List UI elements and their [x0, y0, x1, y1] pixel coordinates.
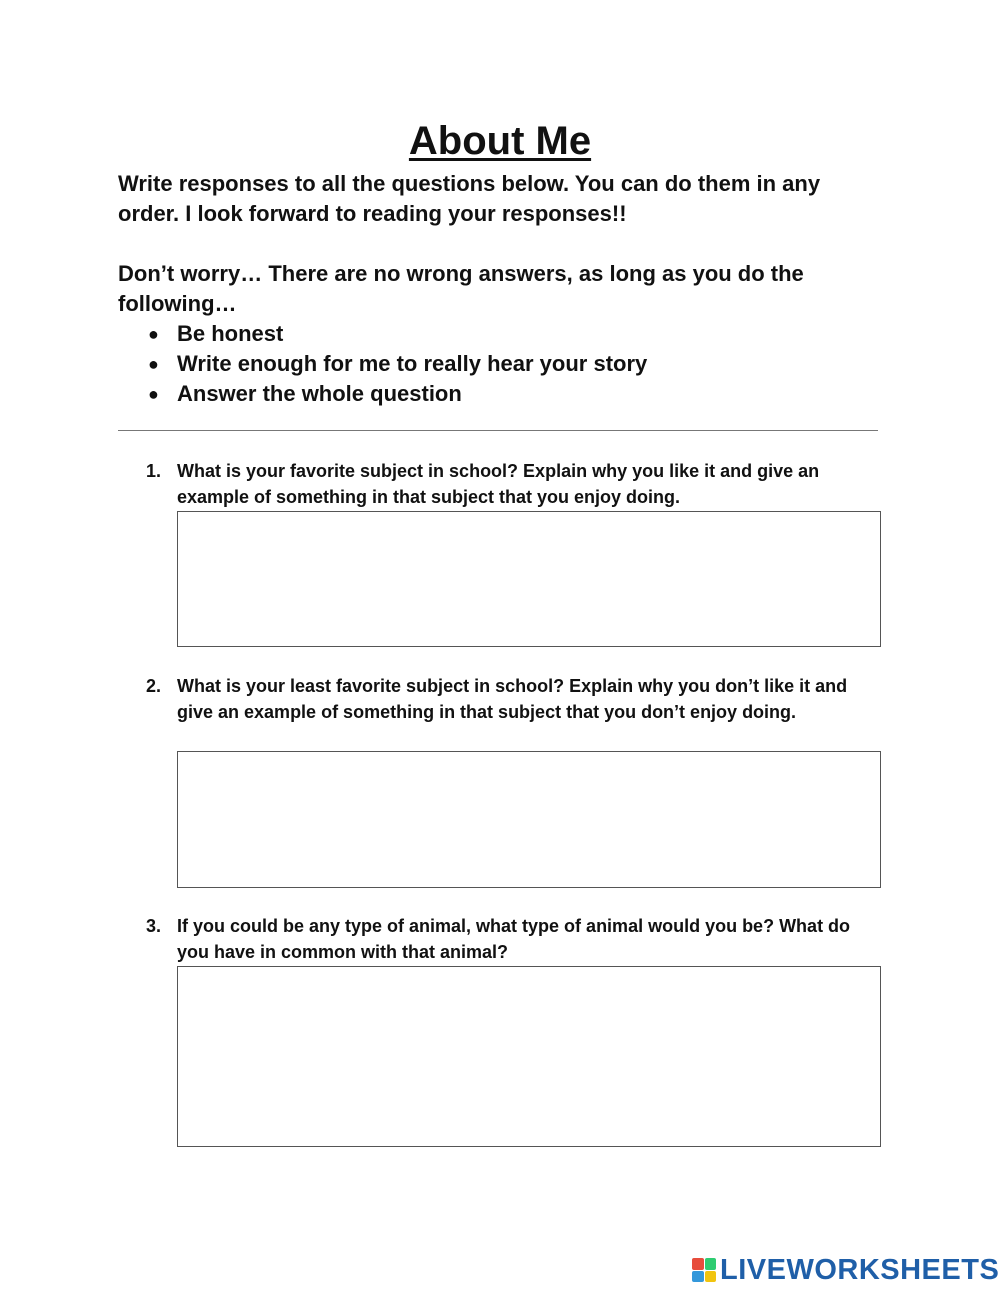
- liveworksheets-logo[interactable]: [692, 1252, 999, 1288]
- answer-box-1[interactable]: [177, 511, 881, 647]
- question-text: If you could be any type of animal, what type of animal would you be? What do you have in common with that animal?: [177, 916, 851, 962]
- liveworksheets-logo-icon: [692, 1258, 716, 1282]
- page-title: About Me: [408, 119, 592, 163]
- rule-text: Write enough for me to really hear your story: [177, 351, 648, 376]
- list-item: [118, 319, 878, 349]
- rule-text: Answer the whole question: [177, 381, 462, 406]
- question-3: [146, 913, 886, 965]
- bullet-icon: ●: [148, 384, 159, 404]
- rules-list: [118, 319, 878, 409]
- bullet-icon: ●: [148, 354, 159, 374]
- question-number: 2.: [146, 676, 162, 696]
- question-text: What is your least favorite subject in school? Explain why you don’t like it and give an example of something in that subject that you don’t enjoy doing.: [177, 676, 848, 722]
- divider: [118, 430, 878, 431]
- rule-text: Be honest: [177, 321, 284, 346]
- question-1: [146, 458, 886, 510]
- answer-box-2[interactable]: [177, 751, 881, 888]
- question-number: 1.: [146, 461, 162, 481]
- reassurance-paragraph: Don’t worry… There are no wrong answers, as long as you do the following…: [118, 261, 804, 316]
- list-item: [118, 349, 878, 379]
- answer-box-3[interactable]: [177, 966, 881, 1147]
- bullet-icon: ●: [148, 324, 159, 344]
- list-item: [118, 379, 878, 409]
- question-number: 3.: [146, 916, 162, 936]
- instructions-paragraph: Write responses to all the questions below. You can do them in any order. I look forward to reading your responses!!: [118, 171, 821, 226]
- brand-name: LIVEWORKSHEETS: [720, 1254, 1000, 1286]
- question-2: [146, 673, 886, 725]
- question-text: What is your favorite subject in school? Explain why you like it and give an example of something in that subject that you enjoy doing.: [177, 461, 820, 507]
